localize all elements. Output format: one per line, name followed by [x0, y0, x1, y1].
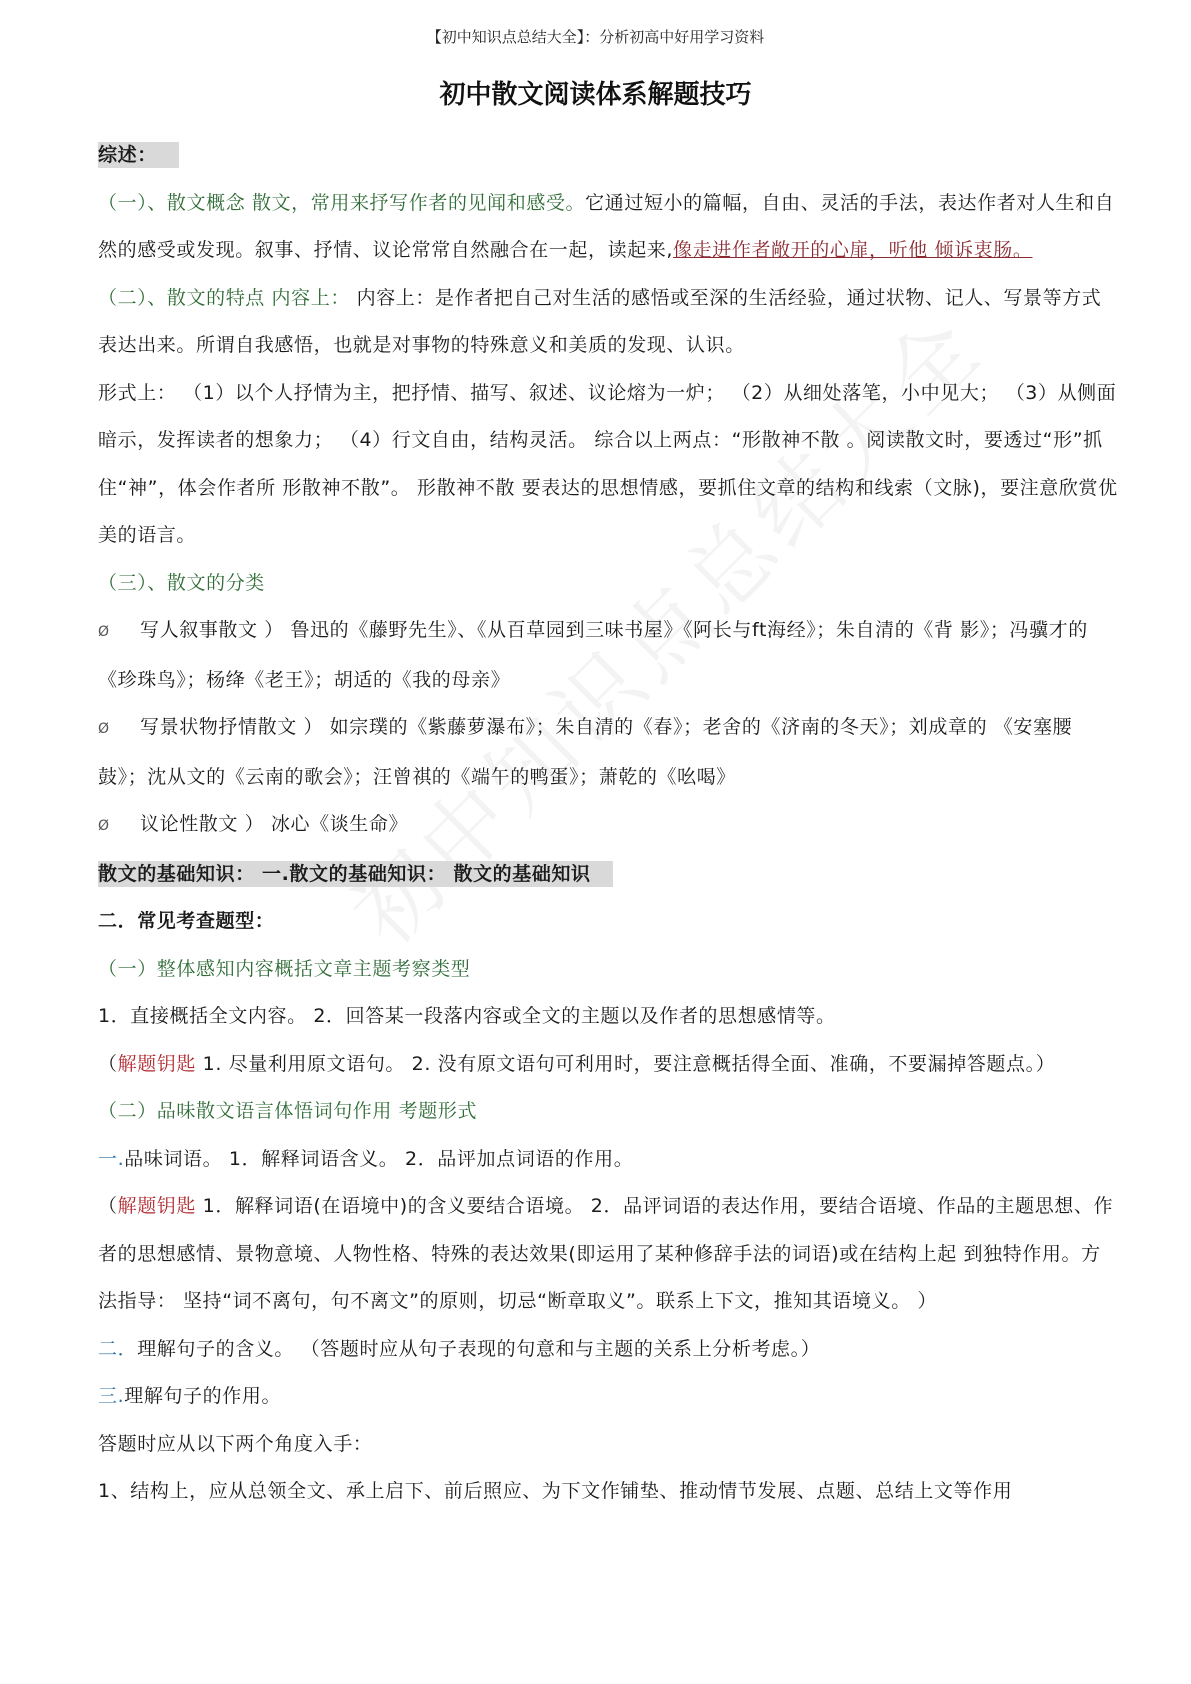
classification-label: 写人叙事散文 ） — [140, 619, 284, 641]
type1-body: 1．直接概括全文内容。 2．回答某一段落内容或全文的主题以及作者的思想感情等。 — [98, 1005, 836, 1027]
features-form: 形式上： （1）以个人抒情为主，把抒情、描写、叙述、议论熔为一炉； （2）从细处落笔，小中见大； （3）从侧面暗示，发挥读者的想象力； （4）行文自由，结构灵活。 综合以上两点：“形散神不散 。阅读散文时，要透过“形”抓住“神”，体会作者所 形散神不散”。 形散神不散 要表达的思想情感，要抓住文章的结构和线索（文脉)，要注意欣赏优美的语言。 — [98, 381, 1118, 546]
section-concept — [98, 180, 1118, 275]
type2-key: （解题钥匙 1．解释词语(在语境中)的含义要结合语境。 2．品评词语的表达作用，要结合语境、作品的主题思想、作者的思想感情、景物意境、人物性格、特殊的表达效果(即运用了某种修辞手法的词语)或在结构上起 到独特作用。方法指导： 坚持“词不离句，句不离文”的原则，切忌“断章取义”。联系上下文，推知其语境义。 ） — [98, 1195, 1114, 1312]
classification-text: 如宗璞的《紫藤萝瀑布》；朱自清的《春》；老舍的《济南的冬天》；刘成章的 《安塞腰鼓》；沈从文的《云南的歌会》；汪曾祺的《端午的鸭蛋》；萧乾的《吆喝》 — [98, 716, 1073, 788]
classification-text: 冰心《谈生命》 — [264, 813, 409, 835]
type2-heading: （二）品味散文语言体悟词句作用 考题形式 — [98, 1100, 478, 1122]
concept-underlined: 像走进作者敞开的心扉，听他 倾诉衷肠。 — [673, 239, 1033, 261]
key-label: 解题钥匙 — [117, 1195, 197, 1217]
classification-label: 议论性散文 ） — [140, 813, 265, 835]
basics-heading: 散文的基础知识： 一.散文的基础知识： 散文的基础知识 — [98, 851, 1118, 899]
type1-heading: （一）整体感知内容概括文章主题考察类型 — [98, 957, 471, 980]
concept-body: 它通过短小的篇幅，自由、灵活的手法，表达作者对人生和自然的感受或发现。叙事、抒情、议论常常自然融合在一起，读起来, — [98, 191, 1115, 261]
classification-label: 写景状物抒情散文 ） — [140, 716, 324, 738]
features-heading: （二）、散文的特点 内容上： — [98, 286, 350, 309]
classification-item — [98, 607, 1118, 704]
bullet-icon: Ø — [98, 624, 110, 640]
classification-item — [98, 704, 1118, 801]
concept-heading: （一）、散文概念 散文，常用来抒写作者的见闻和感受。 — [98, 191, 586, 214]
answer-intro: 答题时应从以下两个角度入手： — [98, 1432, 373, 1455]
document-title: 初中散文阅读体系解题技巧 — [439, 80, 752, 110]
classification-text: 鲁迅的《藤野先生》、《从百草园到三味书屋》《阿长与ft海经》；朱自清的《背 影》；冯骥才的《珍珠鸟》；杨绛《老王》；胡适的《我的母亲》 — [98, 619, 1088, 691]
type2-sub1: 一.品味词语。 1．解释词语含义。 2．品评加点词语的作用。 — [98, 1147, 634, 1170]
classification-item — [98, 801, 1118, 851]
features-body: 内容上：是作者把自己对生活的感悟或至深的生活经验，通过状物、记人、写景等方式表达出来。所谓自我感悟，也就是对事物的特殊意义和美质的发现、认识。 — [98, 286, 1102, 356]
answer-point-1: 1、结构上，应从总领全文、承上启下、前后照应、为下文作铺垫、推动情节发展、点题、总结上文等作用 — [98, 1480, 1013, 1502]
type1-key: （解题钥匙 1. 尽量利用原文语句。 2. 没有原文语句可利用时，要注意概括得全面、准确，不要漏掉答题点。） — [98, 1052, 1056, 1075]
bullet-icon: Ø — [98, 818, 110, 834]
type2-sub2: 二．理解句子的含义。 （答题时应从句子表现的句意和与主题的关系上分析考虑。） — [98, 1337, 821, 1360]
type2-sub3: 三.理解句子的作用。 — [98, 1385, 282, 1407]
bullet-icon: Ø — [98, 721, 110, 737]
question-types-heading: 二．常见考查题型： — [98, 910, 275, 932]
classification-heading: （三）、散文的分类 — [98, 571, 265, 594]
overview-heading: 综述： — [98, 132, 1118, 180]
page-header: 【初中知识点总结大全】：分析初高中好用学习资料 — [426, 28, 765, 46]
key-label: 解题钥匙 — [117, 1052, 197, 1075]
section-features — [98, 275, 1118, 370]
document-body — [98, 132, 1118, 1516]
